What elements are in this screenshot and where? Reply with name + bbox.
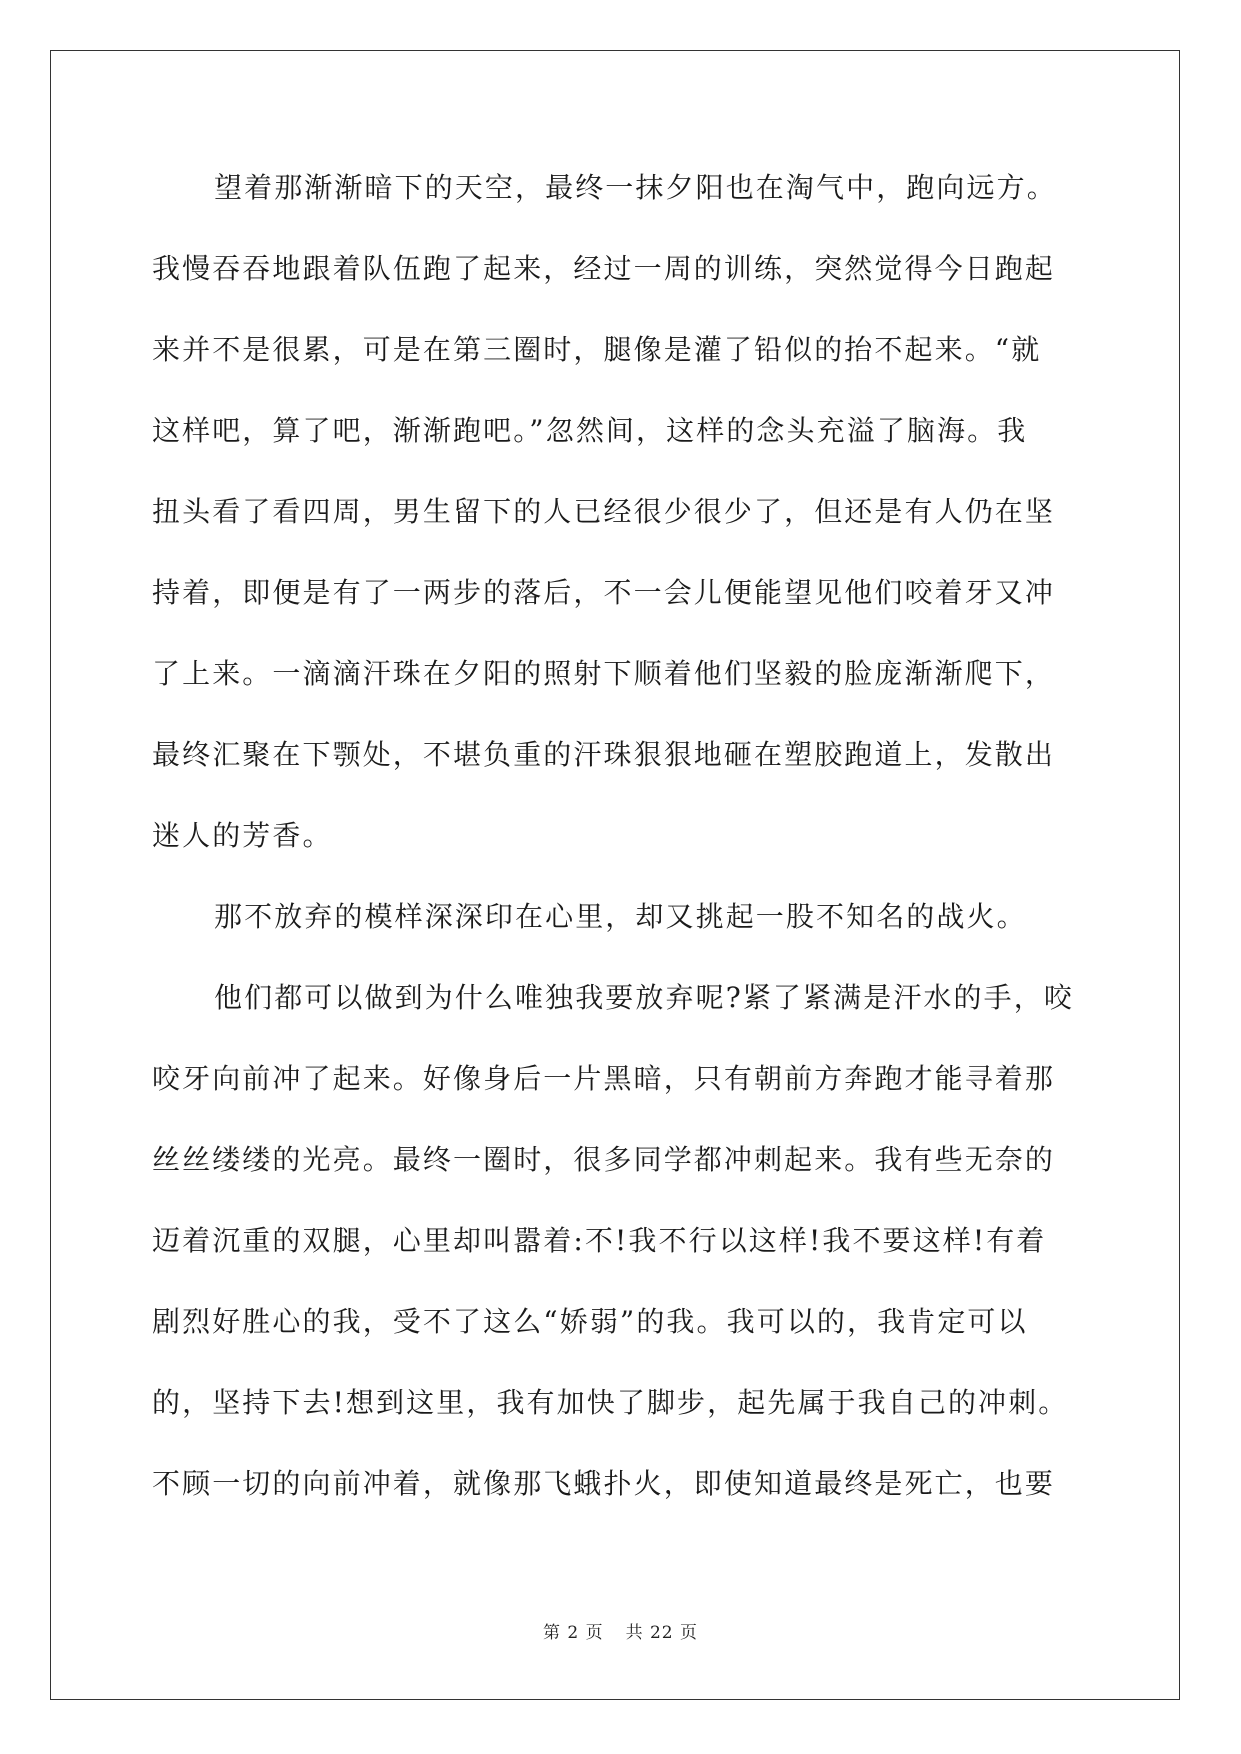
page-number: 第 2 页 — [542, 1623, 604, 1643]
text-line: 持着，即便是有了一两步的落后，不一会儿便能望见他们咬着牙又冲 — [152, 576, 1056, 609]
text-line: 咬牙向前冲了起来。好像身后一片黑暗，只有朝前方奔跑才能寻着那 — [152, 1062, 1056, 1095]
text-line: 的，坚持下去!想到这里，我有加快了脚步，起先属于我自己的冲刺。 — [152, 1386, 1069, 1419]
document-body — [152, 160, 1089, 1537]
text-line: 丝丝缕缕的光亮。最终一圈时，很多同学都冲刺起来。我有些无奈的 — [152, 1143, 1056, 1176]
text-line: 望着那渐渐暗下的天空，最终一抹夕阳也在淘气中，跑向远方。 — [214, 171, 1057, 204]
text-line: 最终汇聚在下颚处，不堪负重的汗珠狠狠地砸在塑胶跑道上，发散出 — [152, 738, 1056, 771]
text-line: 迈着沉重的双腿，心里却叫嚣着:不!我不行以这样!我不要这样!有着 — [152, 1224, 1047, 1257]
text-line: 他们都可以做到为什么唯独我要放弃呢?紧了紧满是汗水的手，咬 — [214, 981, 1074, 1014]
page-footer — [0, 1618, 1241, 1643]
text-line: 这样吧，算了吧，渐渐跑吧。”忽然间，这样的念头充溢了脑海。我 — [152, 414, 1028, 447]
text-line: 迷人的芳香。 — [152, 819, 333, 852]
text-line: 了上来。一滴滴汗珠在夕阳的照射下顺着他们坚毅的脸庞渐渐爬下， — [152, 657, 1056, 690]
text-line: 剧烈好胜心的我，受不了这么“娇弱”的我。我可以的，我肯定可以 — [152, 1305, 1028, 1338]
text-line: 那不放弃的模样深深印在心里，却又挑起一股不知名的战火。 — [214, 900, 1027, 933]
text-line: 扭头看了看四周，男生留下的人已经很少很少了，但还是有人仍在坚 — [152, 495, 1056, 528]
text-line: 不顾一切的向前冲着，就像那飞蛾扑火，即使知道最终是死亡，也要 — [152, 1467, 1056, 1500]
text-line: 来并不是很累，可是在第三圈时，腿像是灌了铅似的抬不起来。“就 — [152, 333, 1042, 366]
text-line: 我慢吞吞地跟着队伍跑了起来，经过一周的训练，突然觉得今日跑起 — [152, 252, 1056, 285]
page-total: 共 22 页 — [625, 1623, 699, 1643]
